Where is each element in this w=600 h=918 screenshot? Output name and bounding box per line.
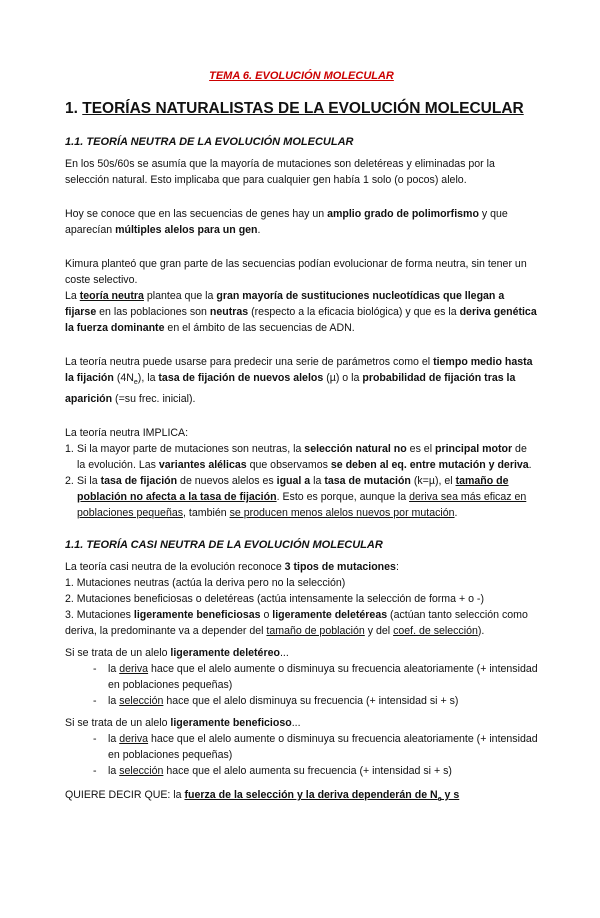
conclusion: QUIERE DECIR QUE: la fuerza de la selección y la deriva dependerán de $N_e$ y s [65,789,460,804]
mutation-type-3: 3. Mutaciones ligeramente beneficiosas o ligeramente deletéreas (actúan tanto selección como deriva, la predominante va a depender del tamaño de población y del coef. de selección). [65,609,528,638]
list-item: 1. Si la mayor parte de mutaciones son neutras, la selección natural no es el principal motor de la evolución. Las variantes alélicas que observamos se deben al eq. entre mutación y deriva. [65,443,532,472]
section-1-1b-heading: 1.1. TEORÍA CASI NEUTRA DE LA EVOLUCIÓN MOLECULAR [65,539,383,552]
list-item: - la selección hace que el alelo disminuya su frecuencia (+ intensidad si + s) [93,695,459,708]
list-item: - la selección hace que el alelo aumenta su frecuencia (+ intensidad si + s) [93,765,452,778]
list-item: - la deriva hace que el alelo aumente o disminuya su frecuencia aleatoriamente (+ intensidad en poblaciones pequeñas) [93,733,538,762]
document-page [0,70,600,918]
mutation-type-2: 2. Mutaciones beneficiosas o deletéreas (actúa intensamente la selección de forma + o -) [65,593,484,606]
beneficial-intro: Si se trata de un alelo ligeramente beneficioso... [65,717,301,730]
paragraph-parameters: La teoría neutra puede usarse para predecir una serie de parámetros como el tiempo medio hasta la fijación $(4N_e)$, la tasa de fijación de nuevos alelos (µ) o la probabilidad de fijación tras la aparición (=su frec. inicial). [65,356,533,406]
paragraph-background: En los 50s/60s se asumía que la mayoría de mutaciones son deletéreas y eliminadas por la selección natural. Esto implicaba que para cualquier gen había 1 solo (o pocos) alelo. [65,158,495,186]
implica-intro: La teoría neutra IMPLICA: [65,427,189,440]
list-item: 2. Si la tasa de fijación de nuevos alelos es igual a la tasa de mutación (k=µ), el tamaño de población no afecta a la tasa de fijación. Esto es porque, aunque la deriva sea más eficaz en poblaciones pequeñas, también se producen menos alelos nuevos por mutación. [65,475,527,520]
paragraph-three-types: La teoría casi neutra de la evolución reconoce 3 tipos de mutaciones: [65,561,399,574]
section-1-heading: 1. TEORÍAS NATURALISTAS DE LA EVOLUCIÓN MOLECULAR [65,100,524,117]
paragraph-kimura: Kimura planteó que gran parte de las secuencias podían evolucionar de forma neutra, sin tener un coste selectivo. [65,258,527,286]
document-title: TEMA 6. EVOLUCIÓN MOLECULAR [209,70,394,82]
paragraph-polymorphism: Hoy se conoce que en las secuencias de genes hay un amplio grado de polimorfismo y que aparecían múltiples alelos para un gen. [65,208,508,236]
mutation-type-1: 1. Mutaciones neutras (actúa la deriva pero no la selección) [65,577,346,590]
section-1-1-heading: 1.1. TEORÍA NEUTRA DE LA EVOLUCIÓN MOLECULAR [65,136,354,148]
deleterious-intro: Si se trata de un alelo ligeramente deletéreo... [65,647,289,660]
paragraph-neutral-theory: La teoría neutra plantea que la gran mayoría de sustituciones nucleotídicas que llegan a fijarse en las poblaciones son neutras (respecto a la eficacia biológica) y que es la deriva genética la fuerza dominante en el ámbito de las secuencias de ADN. [65,290,537,334]
list-item: - la deriva hace que el alelo aumente o disminuya su frecuencia aleatoriamente (+ intensidad en poblaciones pequeñas) [93,663,538,692]
